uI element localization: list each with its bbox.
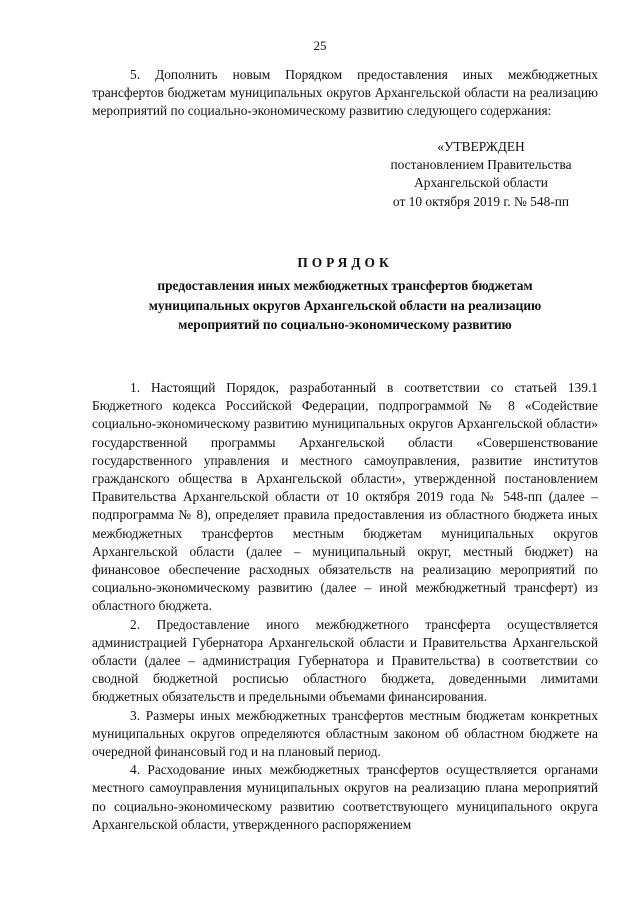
- subtitle-line-2: муниципальных округов Архангельской области на реализацию: [148, 297, 542, 313]
- approval-stamp: [92, 138, 588, 212]
- intro-paragraph: 5. Дополнить новым Порядком предоставления иных межбюджетных трансфертов бюджетам муниципальных округов Архангельской области на реализацию мероприятий по социально-экономическому развитию следующего содержания:: [92, 67, 598, 119]
- clause-3: 3. Размеры иных межбюджетных трансфертов местным бюджетам конкретных муниципальных округов определяются областным законом об областном бюджете на очередной финансовый год и на плановый период.: [92, 707, 598, 760]
- subtitle-line-1: предоставления иных межбюджетных трансфертов бюджетам: [157, 278, 533, 294]
- approval-line-date: от 10 октября 2019 г. № 548-пп: [392, 193, 570, 209]
- approval-line-region: Архангельской области: [414, 175, 548, 191]
- page-number: 25: [313, 38, 327, 53]
- clause-1: 1. Настоящий Порядок, разработанный в соответствии со статьей 139.1 Бюджетного кодекса Российской Федерации, подпрограммой № 8 «Содействие социально-экономическому развитию муниципальных округов Архангельской области» государственной программы Архангельской области «Совершенствование государственного управления и местного самоуправления, развитие институтов гражданского общества в Архангельской области», утвержденной постановлением Правительства Архангельской области от 10 октября 2019 года № 548-пп (далее – подпрограмма № 8), определяет правила предоставления из областного бюджета иных межбюджетных трансфертов местным бюджетам муниципальных округов Архангельской области (далее – муниципальный округ, местный бюджет) на финансовое обеспечение расходных обязательств на реализацию мероприятий по социально-экономическому развитию (далее – иной межбюджетный трансферт) из областного бюджета.: [92, 380, 598, 614]
- clause-4: 4. Расходование иных межбюджетных трансфертов осуществляется органами местного самоуправления муниципальных округов на реализацию плана мероприятий по социально-экономическому развитию соответствующего муниципального округа Архангельской области, утвержденного распоряжением: [92, 762, 598, 832]
- document-content: [92, 66, 598, 834]
- subtitle-line-3: мероприятий по социально-экономическому развитию: [178, 317, 512, 333]
- document-subtitle: [92, 276, 598, 335]
- document-body: [92, 379, 598, 834]
- clause-2: 2. Предоставление иного межбюджетного трансферта осуществляется администрацией Губернатора Архангельской области и Правительства Архангельской области (далее – администрация Губернатора и Правительства) в соответствии со сводной бюджетной росписью областного бюджета, доведенными лимитами бюджетных обязательств и предельными объемами финансирования.: [92, 616, 598, 705]
- approval-line-resolution: постановлением Правительства: [390, 157, 572, 173]
- document-title: ПОРЯДОК: [297, 255, 393, 271]
- approval-line-approved: «УТВЕРЖДЕН: [437, 138, 525, 154]
